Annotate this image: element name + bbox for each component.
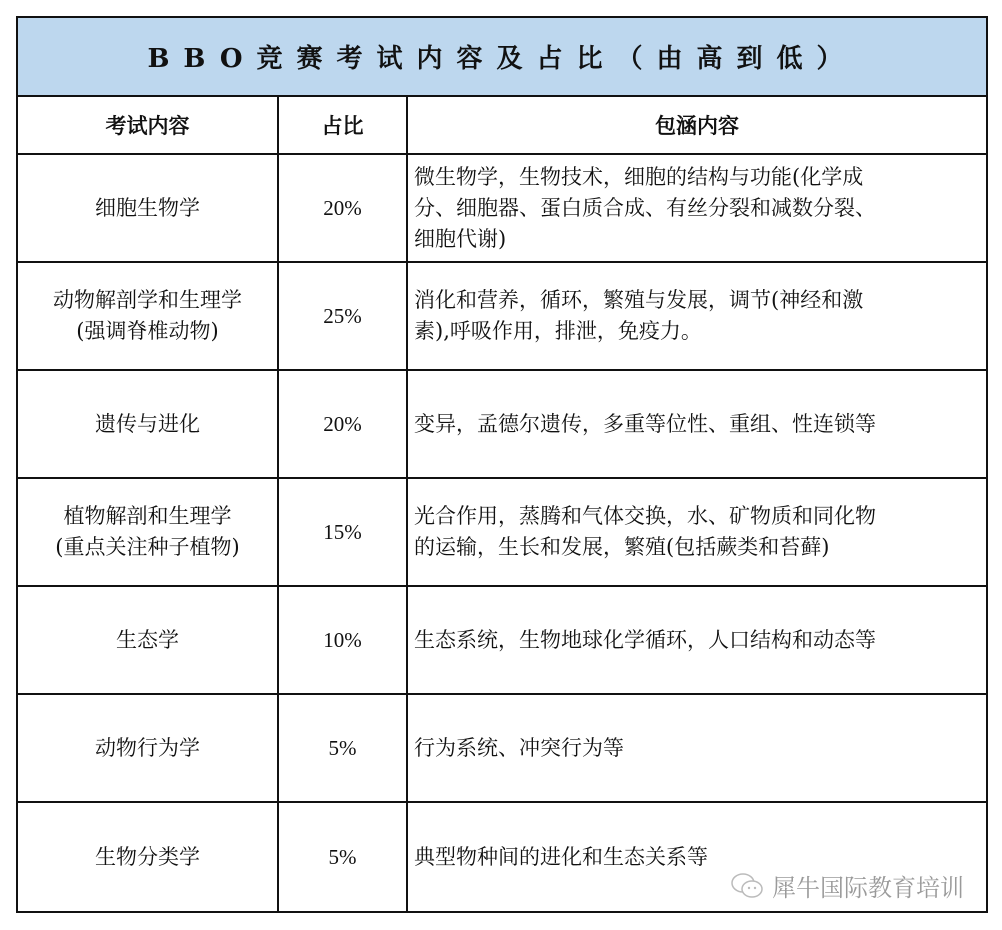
topic-cell: 细胞生物学 [17, 154, 278, 262]
wechat-icon [730, 872, 764, 900]
table-title: BBO竞赛考试内容及占比（由高到低） [17, 17, 987, 96]
share-cell: 10% [278, 586, 407, 694]
bbo-exam-content-table [16, 16, 988, 913]
topic-cell: 遗传与进化 [17, 370, 278, 478]
topic-cell: 生物分类学 [17, 802, 278, 912]
header-share: 占比 [278, 96, 407, 154]
table-row [17, 370, 987, 478]
table-row [17, 478, 987, 586]
table-row [17, 694, 987, 802]
table-row [17, 586, 987, 694]
content-cell: 变异，孟德尔遗传，多重等位性、重组、性连锁等 [407, 370, 987, 478]
watermark-text: 犀牛国际教育培训 [772, 874, 964, 902]
content-cell: 光合作用，蒸腾和气体交换，水、矿物质和同化物 的运输，生长和发展，繁殖(包括蕨类和苔藓) [407, 478, 987, 586]
share-cell: 20% [278, 370, 407, 478]
content-cell: 消化和营养，循环，繁殖与发展，调节(神经和激 素),呼吸作用，排泄，免疫力。 [407, 262, 987, 370]
header-content: 包涵内容 [407, 96, 987, 154]
table-row [17, 262, 987, 370]
watermark [730, 868, 964, 903]
topic-cell: 动物解剖学和生理学 (强调脊椎动物) [17, 262, 278, 370]
header-topic: 考试内容 [17, 96, 278, 154]
share-cell: 15% [278, 478, 407, 586]
share-cell: 5% [278, 802, 407, 912]
share-cell: 5% [278, 694, 407, 802]
content-cell: 微生物学，生物技术，细胞的结构与功能(化学成 分、细胞器、蛋白质合成、有丝分裂和减数分裂、 细胞代谢) [407, 154, 987, 262]
topic-cell: 动物行为学 [17, 694, 278, 802]
share-cell: 25% [278, 262, 407, 370]
share-cell: 20% [278, 154, 407, 262]
topic-cell: 植物解剖和生理学 (重点关注种子植物) [17, 478, 278, 586]
table-row [17, 154, 987, 262]
topic-cell: 生态学 [17, 586, 278, 694]
content-cell: 生态系统，生物地球化学循环，人口结构和动态等 [407, 586, 987, 694]
content-cell: 行为系统、冲突行为等 [407, 694, 987, 802]
content-cell: 典型物种间的进化和生态关系等 [407, 802, 987, 912]
